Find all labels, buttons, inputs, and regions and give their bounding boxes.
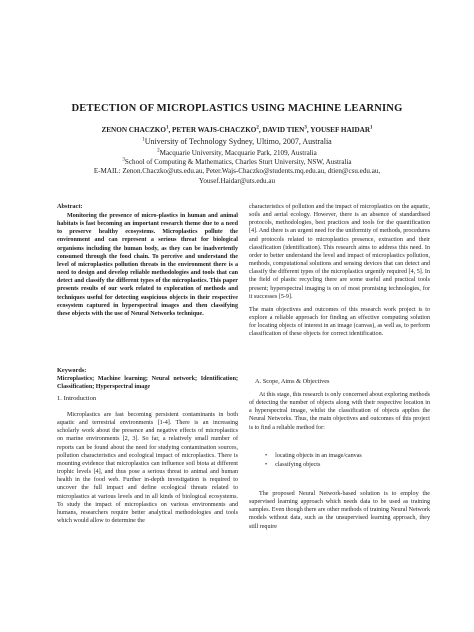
introduction-text: Microplastics are fast becoming persistent contaminants in both aquatic and terrestrial environments [1-4]. There is an increasing scholarly work about the presence and negative effects of microplastics on marine environments [2, 3]. So far, a relatively small number of reports can be found about the need for studying contamination sources, pollution characteristics and ecological impact of microplastics. There is mounting evidence that microplastics can influence soil biota at different trophic levels [4], and thus pose a serious threat to animal and human health in the food web. Further in-depth investigation is required to uncover the full impact and define ecological threats related to microplastics at various levels and in all kinds of biological ecosystems. To study the impact of microplastics on various environments and humans, researchers require better analytical methodologies and tools which would allow to determine the [57,412,238,525]
email-line: Yousef.Haidar@uts.edu.au [198,177,276,185]
author-name: ZENON CHACZKO [101,126,166,134]
author-name: DAVID TIEN [262,126,305,134]
author-list: ZENON CHACZKO$^1$, PETER WAJS-CHACZKO$^2$, DAVID TIEN$^3$, YOUSEF HAIDAR$^1$ [101,125,373,134]
author-affiliation-mark: 3 [304,125,307,131]
body-paragraph: characteristics of pollution and the impact of microplastics on the aquatic, soils and aerial ecology. However, there is an absence of standardised protocols, methodologies, best practices and tools for the quantification [4]. And there is an urgent need for the uniformity of methods, procedures and protocols related to microplastics presence, extraction and their classification (identification). This research aims to address this need. In order to better understand the level and impact of microplastics pollution, methods, computational solutions and sensing devices that can detect and classify the different types of the microplastics urgently required [4, 5]. In the field of plastic recycling there are some useful and practical tools present; hyperspectral imaging is on of most promising technologies, for it successes [5-9]. [249,204,430,300]
affiliation-text: University of Technology Sydney, Ultimo, 2007, Australia [144,137,332,146]
bullet-icon: • [265,453,268,459]
abstract-text: Monitoring the presence of micro-plastics in human and animal habitats is fast becoming an important research theme due to a need to preserve healthy ecosystems. Microplastics pollute the environment and can represent a serious threat for biological organisms including the human body, as they can be inadvertently consumed through the food chain. To perceive and understand the level of microplastics pollution threats in the environment there is a need to design and develop reliable methodologies and tools that can detect and classify the different types of the microplastics. This paper presents results of our work related to exploration of methods and techniques useful for detecting suspicious objects in their respective ecosystem captured in hyperspectral images and then classifying these objects with the use of Neural Networks technique. [57,213,238,317]
affiliation-mark: 1 [142,137,145,143]
section-heading-introduction: 1. Introduction [57,395,97,402]
keywords-heading: Keywords: [57,367,87,374]
email-line: E-MAIL: Zenon.Chaczko@uts.edu.au, Peter.Wajs-Chaczko@students.mq.edu.au, dtien@csu.edu.au, [93,167,381,175]
body-paragraph: The proposed Neural Network-based solution is to employ the supervised learning approach which needs data to be used as training samples. Even though there are other methods of training Neural Network models without data, such as the unsupervised learning approach, they still require [249,491,430,530]
body-paragraph: The main objectives and outcomes of this research work project is to explore a reliable approach for finding an effective computing solution for locating objects of interest in an image (canvas), as well as, to perform classification of these objects for correct identification. [249,307,430,338]
affiliation-text: School of Computing & Mathematics, Charles Sturt University, NSW, Australia [124,158,352,166]
affiliation-mark: 3 [122,157,125,163]
paper-title: DETECTION OF MICROPLASTICS USING MACHINE LEARNING [71,103,403,114]
abstract-heading: Abstract: [57,203,83,210]
author-affiliation-mark: 1 [165,125,169,131]
bullet-list [265,452,362,469]
author-affiliation-mark: 2 [256,125,259,131]
author-name: YOUSEF HAIDAR [310,126,371,134]
author-name: PETER WAJS-CHACZKO [172,126,257,134]
bullet-icon: • [265,461,268,468]
affiliation-text: Macquarie University, Macquarie Park, 2109, Australia [159,149,317,157]
list-item-text: locating objects in an image/canvas [275,453,362,459]
subsection-heading: A. Scope, Aims & Objectives [255,378,330,385]
list-item [265,452,362,461]
list-item-text: classifying objects [275,461,321,468]
list-item [265,461,362,470]
affiliation-mark: 2 [157,148,160,154]
affiliation-1 [0,137,474,147]
body-paragraph: At this stage, this research is only concerned about exploring methods of detecting the number of objects along with their respective location in a hyperspectral image, whilst the classification of objects applies the Neural Networks. Thus, the main objectives and outcomes of this project is to find a reliable method for: [249,392,430,431]
author-affiliation-mark: 1 [370,125,373,131]
keywords-text: Microplastics; Machine learning; Neural network; Identification; Classification; Hyperspectral image [57,376,238,391]
